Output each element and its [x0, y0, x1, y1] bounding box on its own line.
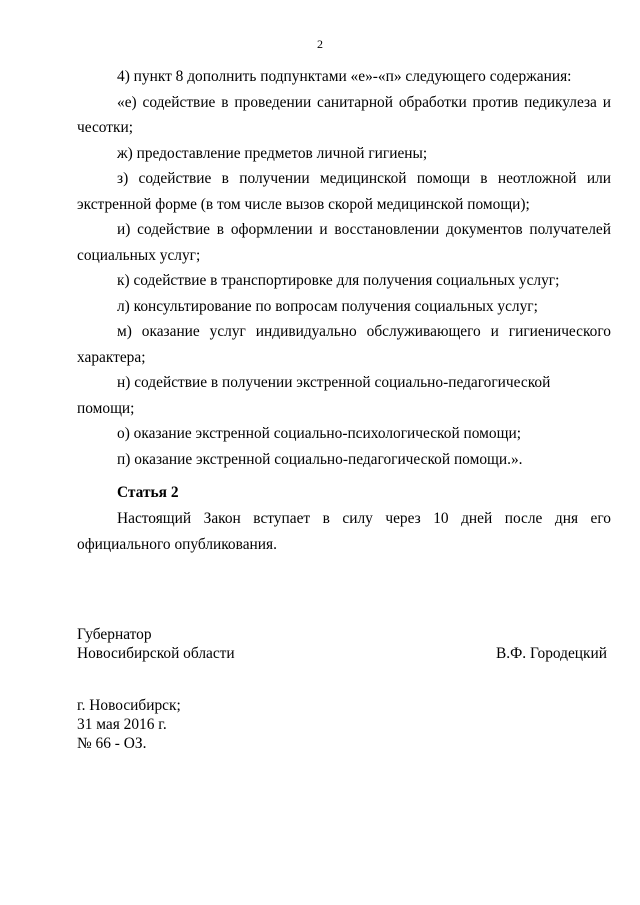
amendment-intro: 4) пункт 8 дополнить подпунктами «е»-«п» следующего содержания:	[117, 68, 572, 85]
article-2-body	[77, 506, 611, 557]
subitem-zh: ж) предоставление предметов личной гигиены;	[117, 144, 428, 162]
signatory-position-line1: Губернатор	[77, 626, 152, 643]
article-2-title: Статья 2	[117, 484, 179, 501]
subitem-p: п) оказание экстренной социально-педагогической помощи.».	[117, 450, 523, 468]
subitem-i: и) содействие в оформлении и восстановлении документов получателей социальных услуг;	[77, 221, 611, 264]
amendment-text	[77, 64, 611, 472]
subitem-m: м) оказание услуг индивидуально обслуживающего и гигиенического характера;	[77, 323, 611, 366]
document-footer	[77, 696, 181, 753]
article-2-text: Настоящий Закон вступает в силу через 10 дней после дня его официального опубликования.	[77, 510, 611, 553]
footer-number: № 66 - ОЗ.	[77, 735, 147, 752]
page-number: 2	[317, 37, 323, 51]
signatory-position-line2: Новосибирской области	[77, 645, 235, 662]
signature-row	[77, 644, 607, 663]
signatory-name: В.Ф. Городецкий	[495, 645, 607, 662]
subitem-e: «е) содействие в проведении санитарной обработки против педикулеза и чесотки;	[77, 93, 611, 136]
subitem-z: з) содействие в получении медицинской помощи в неотложной или экстренной форме (в том числе вызов скорой медицинской помощи);	[77, 170, 611, 213]
subitem-n: н) содействие в получении экстренной социально-педагогической помощи;	[77, 374, 551, 417]
footer-date: 31 мая 2016 г.	[77, 716, 167, 733]
subitem-l: л) консультирование по вопросам получения социальных услуг;	[117, 297, 538, 315]
subitem-k: к) содействие в транспортировке для получения социальных услуг;	[117, 272, 560, 289]
signature-block	[77, 625, 607, 663]
footer-city: г. Новосибирск;	[77, 697, 181, 714]
subitem-o: о) оказание экстренной социально-психологической помощи;	[117, 425, 521, 442]
